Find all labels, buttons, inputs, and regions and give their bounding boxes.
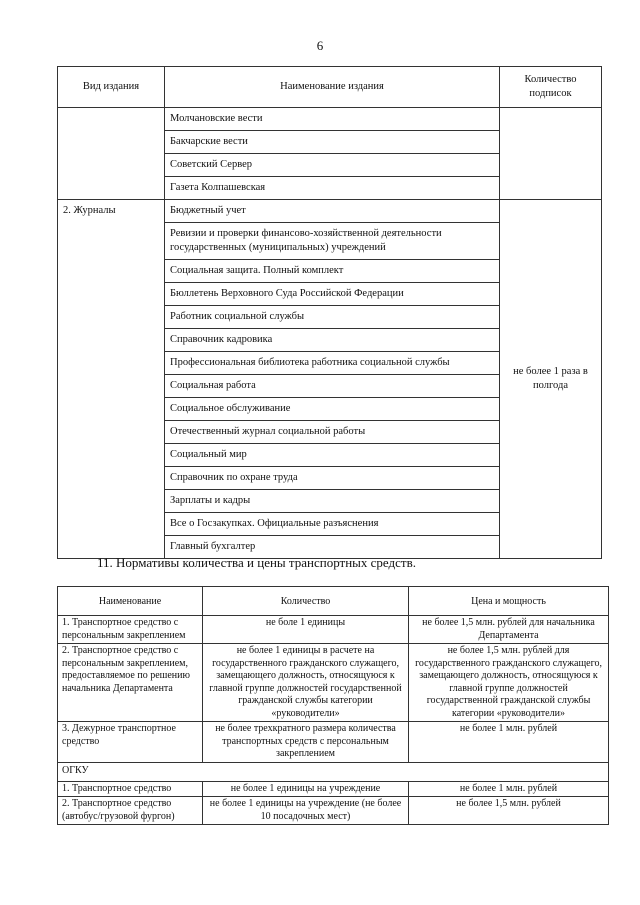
- vehicle-name: 2. Транспортное средство (автобус/грузовой фургон): [58, 797, 203, 825]
- table-row: [58, 200, 602, 223]
- publication-name: Зарплаты и кадры: [165, 490, 500, 513]
- vehicle-price: не более 1,5 млн. рублей: [409, 797, 609, 825]
- column-header-name: Наименование издания: [165, 67, 500, 108]
- publication-name: Все о Госзакупках. Официальные разъяснения: [165, 513, 500, 536]
- vehicle-name: 1. Транспортное средство с персональным закреплением: [58, 616, 203, 644]
- vehicle-quantity: не боле 1 единицы: [203, 616, 409, 644]
- table-row: [58, 616, 609, 644]
- table-header-row: [58, 587, 609, 616]
- vehicle-price: не более 1 млн. рублей: [409, 781, 609, 797]
- section-title: 11. Нормативы количества и цены транспортных средств.: [97, 555, 416, 570]
- kind-cell-newspapers: [58, 108, 165, 200]
- table-row: [58, 722, 609, 763]
- group-label-ogku: ОГКУ: [58, 762, 609, 781]
- publication-name: Бакчарские вести: [165, 131, 500, 154]
- table-row: [58, 781, 609, 797]
- count-cell-journals: не более 1 раза в полгода: [500, 200, 602, 559]
- publication-name: Социальный мир: [165, 444, 500, 467]
- vehicle-price: не более 1 млн. рублей: [409, 722, 609, 763]
- table-header-row: [58, 67, 602, 108]
- publication-name: Ревизии и проверки финансово-хозяйственной деятельности государственных (муниципальных) учреждений: [165, 223, 500, 260]
- publication-name: Работник социальной службы: [165, 306, 500, 329]
- table-row: [58, 644, 609, 722]
- page-number: 6: [316, 38, 324, 53]
- publication-name: Главный бухгалтер: [165, 536, 500, 559]
- publications-table: [57, 66, 602, 559]
- column-header-quantity: Количество: [203, 587, 409, 616]
- vehicle-quantity: не более 1 единицы на учреждение (не более 10 посадочных мест): [203, 797, 409, 825]
- publication-name: Газета Колпашевская: [165, 177, 500, 200]
- publication-name: Профессиональная библиотека работника социальной службы: [165, 352, 500, 375]
- vehicle-quantity: не более 1 единицы на учреждение: [203, 781, 409, 797]
- publication-name: Социальное обслуживание: [165, 398, 500, 421]
- publication-name: Молчановские вести: [165, 108, 500, 131]
- publication-name: Отечественный журнал социальной работы: [165, 421, 500, 444]
- column-header-price: Цена и мощность: [409, 587, 609, 616]
- column-header-count: Количество подписок: [500, 67, 602, 108]
- table-row-group: [58, 762, 609, 781]
- kind-cell-journals: 2. Журналы: [58, 200, 165, 559]
- publication-name: Справочник кадровика: [165, 329, 500, 352]
- publication-name: Социальная работа: [165, 375, 500, 398]
- vehicle-price: не более 1,5 млн. рублей для государственного гражданского служащего, замещающего должность, относящуюся к главной группе должностей государственной гражданской службы категории «руководители»: [409, 644, 609, 722]
- publication-name: Справочник по охране труда: [165, 467, 500, 490]
- vehicle-name: 3. Дежурное транспортное средство: [58, 722, 203, 763]
- count-cell-newspapers: [500, 108, 602, 200]
- vehicle-quantity: не более 1 единицы в расчете на государственного гражданского служащего, замещающего должность, относящуюся к главной группе должностей государственной гражданской службы категории «руководители»: [203, 644, 409, 722]
- table-row: [58, 108, 602, 131]
- column-header-kind: Вид издания: [58, 67, 165, 108]
- publication-name: Бюллетень Верховного Суда Российской Федерации: [165, 283, 500, 306]
- publication-name: Социальная защита. Полный комплект: [165, 260, 500, 283]
- vehicle-name: 2. Транспортное средство с персональным закреплением, предоставляемое по решению начальника Департамента: [58, 644, 203, 722]
- publication-name: Советский Сервер: [165, 154, 500, 177]
- vehicle-price: не более 1,5 млн. рублей для начальника Департамента: [409, 616, 609, 644]
- publication-name: Бюджетный учет: [165, 200, 500, 223]
- column-header-name: Наименование: [58, 587, 203, 616]
- vehicle-name: 1. Транспортное средство: [58, 781, 203, 797]
- transport-norms-table: [57, 586, 609, 825]
- vehicle-quantity: не более трехкратного размера количества транспортных средств с персональным закреплением: [203, 722, 409, 763]
- table-row: [58, 797, 609, 825]
